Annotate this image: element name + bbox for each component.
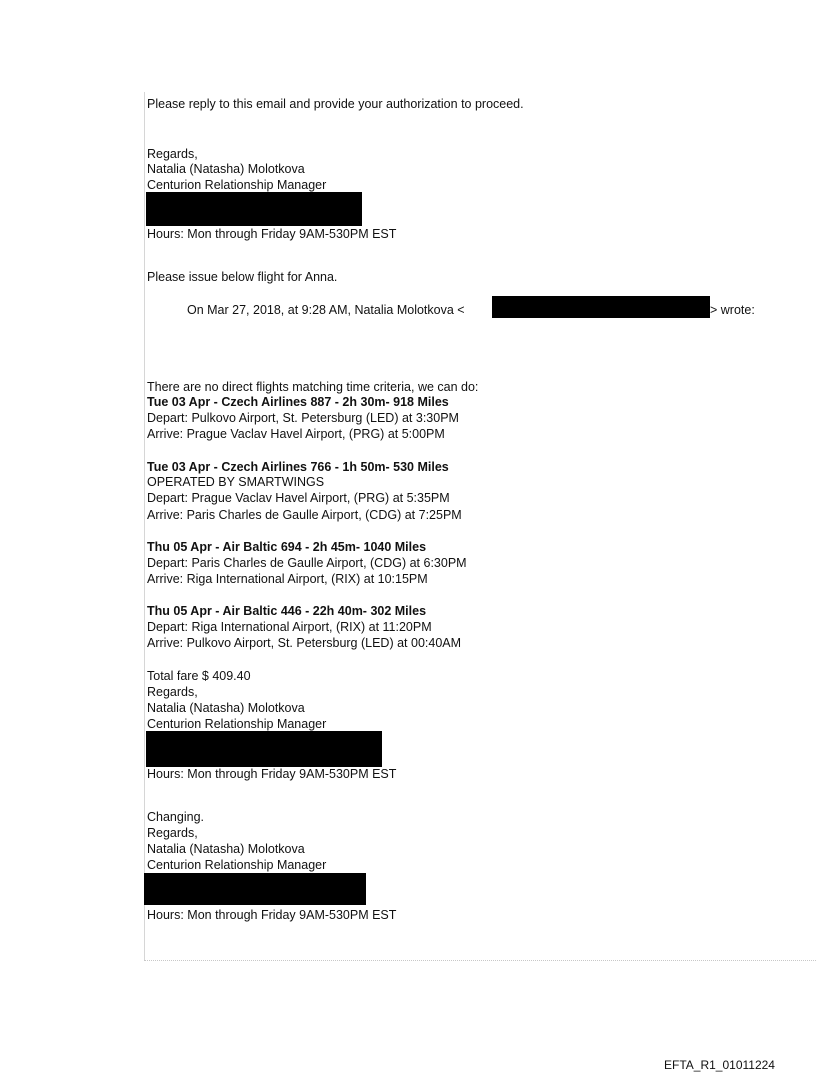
- quote-border-left: [144, 92, 145, 960]
- quote-header-prefix: On Mar 27, 2018, at 9:28 AM, Natalia Molotkova <: [187, 303, 465, 317]
- flight-arrive: Arrive: Prague Vaclav Havel Airport, (PRG) at 5:00PM: [147, 427, 445, 441]
- flight-header: Thu 05 Apr - Air Baltic 446 - 22h 40m- 302 Miles: [147, 604, 427, 618]
- signature-name: Natalia (Natasha) Molotkova: [147, 701, 305, 715]
- no-direct-text: There are no direct flights matching time criteria, we can do:: [147, 380, 479, 394]
- signature-hours: Hours: Mon through Friday 9AM-530PM EST: [147, 908, 397, 922]
- flight-arrive: Arrive: Pulkovo Airport, St. Petersburg (LED) at 00:40AM: [147, 636, 462, 650]
- document-id: EFTA_R1_01011224: [664, 1058, 775, 1072]
- signature-hours: Hours: Mon through Friday 9AM-530PM EST: [147, 767, 397, 781]
- redaction-block: [144, 873, 366, 905]
- flight-arrive: Arrive: Paris Charles de Gaulle Airport, (CDG) at 7:25PM: [147, 508, 462, 522]
- flight-depart: Depart: Prague Vaclav Havel Airport, (PRG) at 5:35PM: [147, 491, 450, 505]
- flight-note: OPERATED BY SMARTWINGS: [147, 475, 325, 489]
- quote-header-suffix: > wrote:: [710, 303, 755, 317]
- flight-depart: Depart: Paris Charles de Gaulle Airport, (CDG) at 6:30PM: [147, 556, 467, 570]
- quote-border-bottom: [144, 960, 816, 961]
- changing-text: Changing.: [147, 810, 204, 824]
- signature-hours: Hours: Mon through Friday 9AM-530PM EST: [147, 227, 397, 241]
- flight-header: Tue 03 Apr - Czech Airlines 887 - 2h 30m- 918 Miles: [147, 395, 449, 409]
- flight-header: Thu 05 Apr - Air Baltic 694 - 2h 45m- 1040 Miles: [147, 540, 427, 554]
- signature-name: Natalia (Natasha) Molotkova: [147, 162, 305, 176]
- signature-name: Natalia (Natasha) Molotkova: [147, 842, 305, 856]
- flight-depart: Depart: Pulkovo Airport, St. Petersburg (LED) at 3:30PM: [147, 411, 459, 425]
- redaction-block: [492, 296, 710, 318]
- signature-regards: Regards,: [147, 147, 198, 161]
- flight-depart: Depart: Riga International Airport, (RIX) at 11:20PM: [147, 620, 432, 634]
- request-text: Please issue below flight for Anna.: [147, 270, 338, 284]
- redaction-block: [146, 731, 382, 767]
- intro-text: Please reply to this email and provide your authorization to proceed.: [147, 97, 524, 111]
- flight-header: Tue 03 Apr - Czech Airlines 766 - 1h 50m- 530 Miles: [147, 460, 449, 474]
- flight-arrive: Arrive: Riga International Airport, (RIX) at 10:15PM: [147, 572, 428, 586]
- signature-title: Centurion Relationship Manager: [147, 178, 327, 192]
- redaction-block: [146, 192, 362, 226]
- signature-regards: Regards,: [147, 685, 198, 699]
- signature-regards: Regards,: [147, 826, 198, 840]
- signature-title: Centurion Relationship Manager: [147, 717, 327, 731]
- signature-title: Centurion Relationship Manager: [147, 858, 327, 872]
- total-fare: Total fare $ 409.40: [147, 669, 251, 683]
